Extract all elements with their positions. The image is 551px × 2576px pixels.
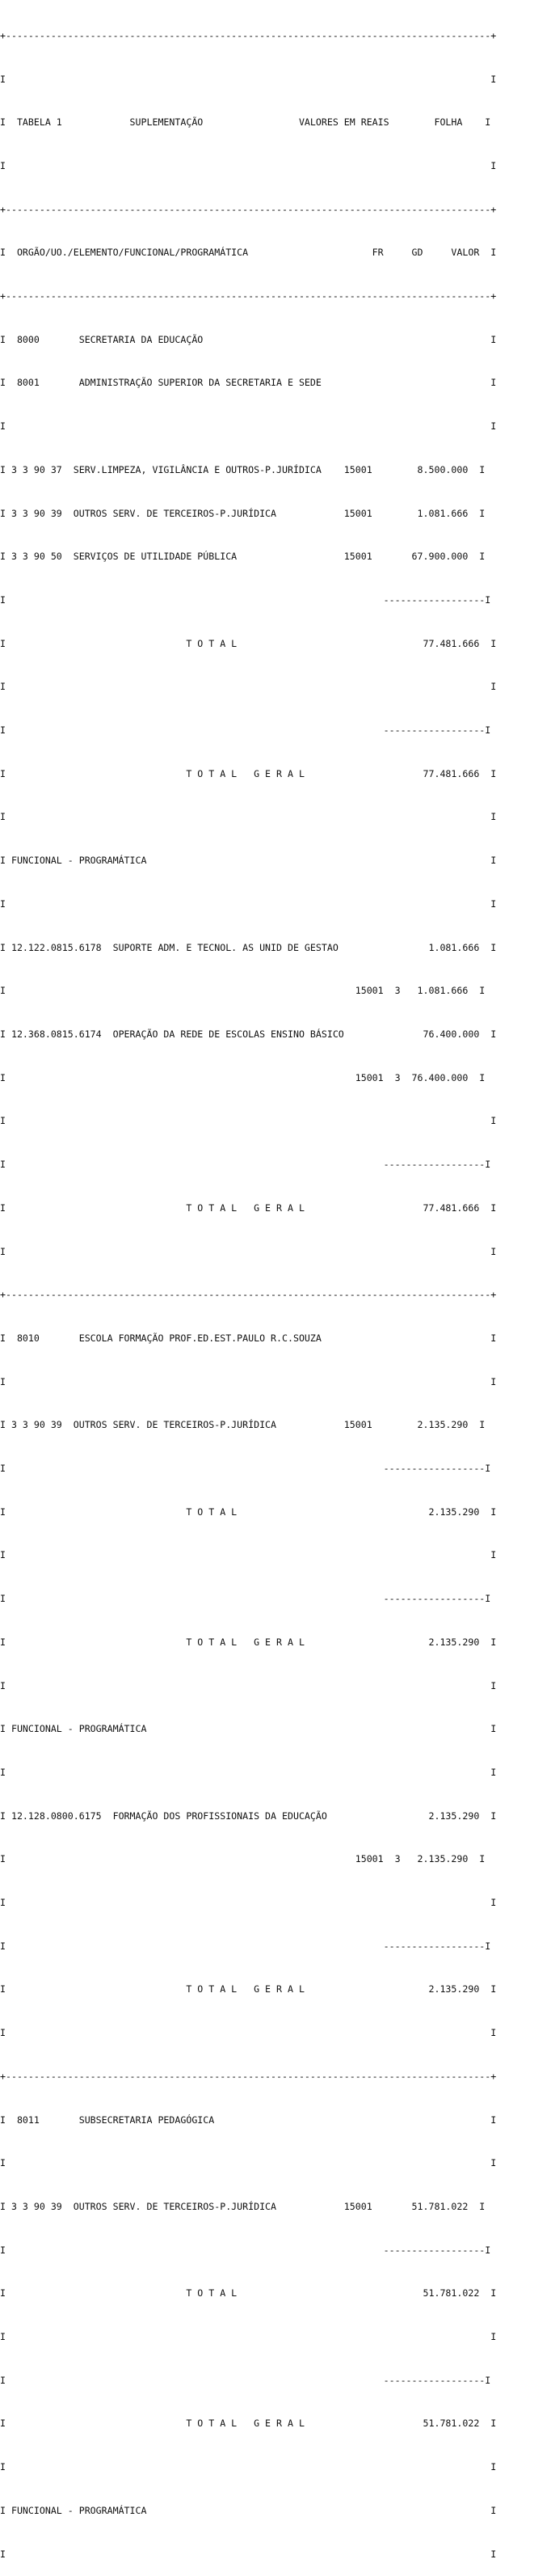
- programatica-line: I 12.368.0815.6174 OPERAÇÃO DA REDE DE ESCOLAS ENSINO BÁSICO 76.400.000 I: [0, 1028, 497, 1040]
- subtotal-rule-line: I ------------------I: [0, 1159, 491, 1171]
- programatica-line: I 12.122.0815.6178 SUPORTE ADM. E TECNOL. AS UNID DE GESTAO 1.081.666 I: [0, 941, 497, 953]
- elemento-line: I 3 3 90 37 SERV.LIMPEZA, VIGILÂNCIA E OUTROS-P.JURÍDICA 15001 8.500.000 I: [0, 463, 486, 475]
- funcional-heading-line: I FUNCIONAL - PROGRAMÁTICA I: [0, 2504, 497, 2516]
- blank-line: I I: [0, 1897, 497, 1909]
- blank-line: I I: [0, 1549, 497, 1561]
- elemento-line: I 3 3 90 39 OUTROS SERV. DE TERCEIROS-P.JURÍDICA 15001 1.081.666 I: [0, 507, 486, 519]
- fonte-line: I 15001 3 76.400.000 I: [0, 1071, 486, 1083]
- total-line: I T O T A L 2.135.290 I: [0, 1505, 497, 1518]
- blank-line: I I: [0, 1679, 497, 1691]
- border-line: +--------------------------------------------------------------------------------------+: [0, 290, 497, 302]
- subtotal-rule-line: I ------------------I: [0, 724, 491, 737]
- elemento-line: I 3 3 90 39 OUTROS SERV. DE TERCEIROS-P.JURÍDICA 15001 51.781.022 I: [0, 2200, 486, 2212]
- uo-line: I 8001 ADMINISTRAÇÃO SUPERIOR DA SECRETARIA E SEDE I: [0, 377, 497, 389]
- funcional-heading-line: I FUNCIONAL - PROGRAMÁTICA I: [0, 855, 497, 867]
- blank-line: I I: [0, 159, 497, 171]
- blank-line: I I: [0, 1115, 497, 1127]
- blank-line: I I: [0, 811, 497, 823]
- blank-line: I I: [0, 2461, 497, 2473]
- total-line: I T O T A L 77.481.666 I: [0, 637, 497, 649]
- blank-line: I I: [0, 2027, 497, 2039]
- total-geral-line: I T O T A L G E R A L 77.481.666 I: [0, 1201, 497, 1214]
- total-geral-line: I T O T A L G E R A L 51.781.022 I: [0, 2418, 497, 2430]
- blank-line: I I: [0, 2331, 497, 2343]
- subtotal-rule-line: I ------------------I: [0, 2374, 491, 2386]
- border-line: +--------------------------------------------------------------------------------------+: [0, 29, 497, 41]
- total-line: I T O T A L 51.781.022 I: [0, 2287, 497, 2299]
- blank-line: I I: [0, 2548, 497, 2560]
- subtotal-rule-line: I ------------------I: [0, 1940, 491, 1952]
- fonte-line: I 15001 3 1.081.666 I: [0, 985, 486, 997]
- blank-line: I I: [0, 420, 497, 433]
- orgao-line: I 8000 SECRETARIA DA EDUCAÇÃO I: [0, 333, 497, 345]
- subtotal-rule-line: I ------------------I: [0, 593, 491, 606]
- subtotal-rule-line: I ------------------I: [0, 2244, 491, 2256]
- subtotal-rule-line: I ------------------I: [0, 1463, 491, 1475]
- fonte-line: I 15001 3 2.135.290 I: [0, 1853, 486, 1865]
- subtotal-rule-line: I ------------------I: [0, 1593, 491, 1605]
- blank-line: I I: [0, 1245, 497, 1257]
- blank-line: I I: [0, 1375, 497, 1387]
- blank-line: I I: [0, 1766, 497, 1778]
- elemento-line: I 3 3 90 50 SERVIÇOS DE UTILIDADE PÚBLICA 15001 67.900.000 I: [0, 551, 486, 563]
- elemento-line: I 3 3 90 39 OUTROS SERV. DE TERCEIROS-P.JURÍDICA 15001 2.135.290 I: [0, 1419, 486, 1431]
- blank-line: I I: [0, 897, 497, 910]
- border-line: +--------------------------------------------------------------------------------------+: [0, 1289, 497, 1301]
- programatica-line: I 12.128.0800.6175 FORMAÇÃO DOS PROFISSIONAIS DA EDUCAÇÃO 2.135.290 I: [0, 1810, 497, 1822]
- total-geral-line: I T O T A L G E R A L 2.135.290 I: [0, 1636, 497, 1648]
- table-header-line: I TABELA 1 SUPLEMENTAÇÃO VALORES EM REAIS FOLHA I: [0, 116, 491, 129]
- total-geral-line: I T O T A L G E R A L 2.135.290 I: [0, 1983, 497, 1995]
- blank-line: I I: [0, 681, 497, 693]
- border-line: +--------------------------------------------------------------------------------------+: [0, 203, 497, 215]
- orgao-line: I 8011 SUBSECRETARIA PEDAGÓGICA I: [0, 2114, 497, 2126]
- funcional-heading-line: I FUNCIONAL - PROGRAMÁTICA I: [0, 1723, 497, 1735]
- border-line: +--------------------------------------------------------------------------------------+: [0, 2070, 497, 2082]
- column-header-line: I ORGÃO/UO./ELEMENTO/FUNCIONAL/PROGRAMÁTICA FR GD VALOR I: [0, 247, 497, 259]
- orgao-line: I 8010 ESCOLA FORMAÇÃO PROF.ED.EST.PAULO R.C.SOUZA I: [0, 1332, 497, 1344]
- blank-line: I I: [0, 73, 497, 85]
- blank-line: I I: [0, 2157, 497, 2169]
- total-geral-line: I T O T A L G E R A L 77.481.666 I: [0, 767, 497, 779]
